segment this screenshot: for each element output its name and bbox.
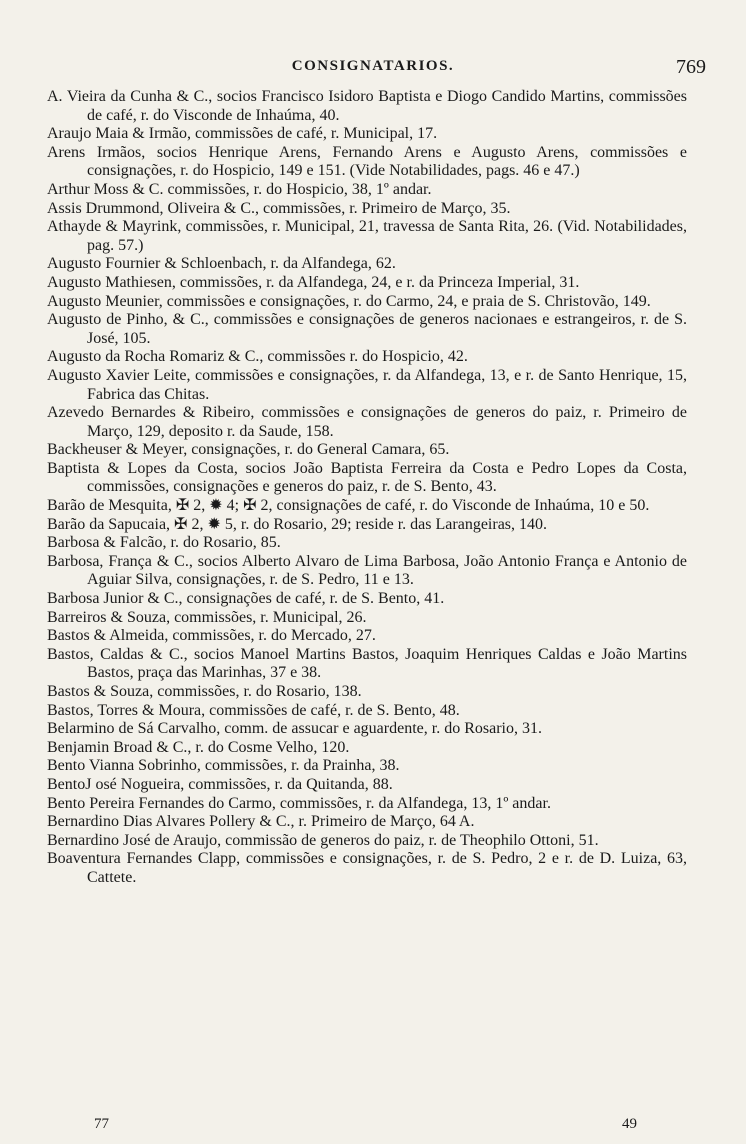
directory-entry: Baptista & Lopes da Costa, socios João Baptista Ferreira da Costa e Pedro Lopes da Costa, commissões, consignações e generos do paiz, r. de S. Bento, 43. (47, 459, 687, 496)
directory-entry: Barbosa, França & C., socios Alberto Alvaro de Lima Barbosa, João Antonio França e Antonio de Aguiar Silva, consignações, r. de S. Pedro, 11 e 13. (47, 552, 687, 589)
directory-entry: Belarmino de Sá Carvalho, comm. de assucar e aguardente, r. do Rosario, 31. (47, 720, 542, 738)
directory-entry: Bastos, Torres & Moura, commissões de café, r. de S. Bento, 48. (47, 701, 460, 719)
directory-entry: Bastos & Almeida, commissões, r. do Mercado, 27. (47, 627, 376, 645)
directory-entry: Bastos, Caldas & C., socios Manoel Martins Bastos, Joaquim Henriques Caldas e João Martins Bastos, praça das Marinhas, 37 e 38. (47, 645, 687, 682)
directory-entry: Bento Vianna Sobrinho, commissões, r. da Prainha, 38. (47, 757, 400, 775)
directory-entry: Augusto Xavier Leite, commissões e consignações, r. da Alfandega, 13, e r. de Santo Henrique, 15, Fabrica das Chitas. (47, 366, 687, 403)
directory-entry: Barão da Sapucaia, ✠ 2, ✹ 5, r. do Rosario, 29; reside r. das Larangeiras, 140. (47, 515, 548, 533)
directory-entry: Araujo Maia & Irmão, commissões de café, r. Municipal, 17. (47, 125, 438, 143)
sheet-number: 49 (622, 1116, 637, 1132)
directory-entry: Barão de Mesquita, ✠ 2, ✹ 4; ✠ 2, consignações de café, r. do Visconde de Inhaúma, 10 e 50. (47, 497, 650, 515)
signature-mark: 77 (94, 1116, 109, 1132)
directory-entry: Barbosa & Falcão, r. do Rosario, 85. (47, 534, 281, 552)
directory-entry: Augusto de Pinho, & C., commissões e consignações de generos nacionaes e estrangeiros, r. de S. José, 105. (47, 311, 687, 347)
directory-entry: Benjamin Broad & C., r. do Cosme Velho, 120. (47, 738, 350, 756)
page-footer (0, 1116, 746, 1138)
directory-entry: Boaventura Fernandes Clapp, commissões e consignações, r. de S. Pedro, 2 e r. de D. Luiza, 63, Cattete. (47, 850, 687, 886)
page-number: 769 (676, 56, 706, 78)
directory-entry: Augusto Meunier, commissões e consignações, r. do Carmo, 24, e praia de S. Christovão, 149. (47, 292, 651, 310)
directory-entry: Bernardino José de Araujo, commissão de generos do paiz, r. de Theophilo Ottoni, 51. (47, 831, 599, 849)
directory-entry: Barreiros & Souza, commissões, r. Municipal, 26. (47, 608, 367, 626)
directory-entry: Arthur Moss & C. commissões, r. do Hospicio, 38, 1º andar. (47, 180, 432, 198)
directory-entry: Barbosa Junior & C., consignações de café, r. de S. Bento, 41. (47, 590, 445, 608)
directory-entry: BentoJ osé Nogueira, commissões, r. da Quitanda, 88. (47, 775, 393, 793)
directory-entry: Backheuser & Meyer, consignações, r. do General Camara, 65. (47, 441, 450, 459)
directory-entry: Augusto da Rocha Romariz & C., commissões r. do Hospicio, 42. (47, 348, 468, 366)
directory-entry: A. Vieira da Cunha & C., socios Francisco Isidoro Baptista e Diogo Candido Martins, commissões de café, r. do Visconde de Inhaúma, 40. (47, 88, 687, 124)
directory-entry: Augusto Fournier & Schloenbach, r. da Alfandega, 62. (47, 255, 396, 273)
directory-entry: Athayde & Mayrink, commissões, r. Municipal, 21, travessa de Santa Rita, 26. (Vid. Notabilidades, pag. 57.) (47, 218, 687, 254)
directory-entry: Arens Irmãos, socios Henrique Arens, Fernando Arens e Augusto Arens, commissões e consignações, r. do Hospicio, 149 e 151. (Vide Notabilidades, pags. 46 e 47.) (47, 143, 687, 180)
directory-entry: Azevedo Bernardes & Ribeiro, commissões e consignações de generos do paiz, r. Primeiro de Março, 129, deposito r. da Saude, 158. (47, 404, 687, 440)
directory-entry: Bastos & Souza, commissões, r. do Rosario, 138. (47, 683, 362, 700)
directory-entries (47, 88, 687, 888)
directory-entry: Augusto Mathiesen, commissões, r. da Alfandega, 24, e r. da Princeza Imperial, 31. (47, 273, 580, 291)
directory-entry: Bernardino Dias Alvares Pollery & C., r. Primeiro de Março, 64 A. (47, 813, 475, 831)
directory-entry: Bento Pereira Fernandes do Carmo, commissões, r. da Alfandega, 13, 1º andar. (47, 794, 551, 812)
page-header (0, 56, 746, 86)
page-title: CONSIGNATARIOS. (291, 58, 455, 74)
directory-entry: Assis Drummond, Oliveira & C., commissões, r. Primeiro de Março, 35. (47, 199, 511, 217)
